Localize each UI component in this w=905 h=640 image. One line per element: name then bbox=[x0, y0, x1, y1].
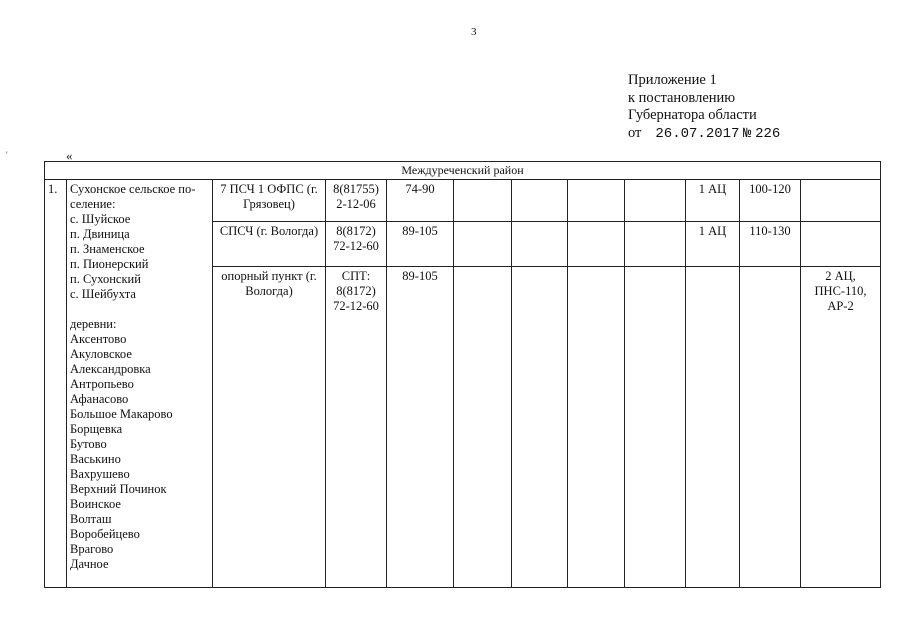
empty-cell bbox=[512, 267, 568, 588]
unit-ac-cell: 1 АЦ bbox=[686, 222, 740, 267]
unit-range-cell: 110-130 bbox=[740, 222, 801, 267]
settlement-cell bbox=[67, 180, 213, 588]
village-item: п. Пионерский bbox=[70, 257, 149, 271]
unit-name-cell: опорный пункт (г. Вологда) bbox=[213, 267, 326, 588]
approval-line-3: Губернатора области bbox=[628, 107, 757, 123]
approval-date-line bbox=[628, 125, 780, 144]
empty-cell bbox=[625, 180, 686, 222]
response-schedule-table bbox=[44, 161, 881, 588]
district-name: Междуреченский район bbox=[45, 162, 881, 180]
village-item: с. Шейбухта bbox=[70, 287, 136, 301]
unit-phone-cell: 8(81755) 2-12-06 bbox=[326, 180, 387, 222]
village-item: Акуловское bbox=[70, 347, 132, 361]
district-row bbox=[45, 162, 881, 180]
empty-cell bbox=[512, 180, 568, 222]
village-item: Большое Макарово bbox=[70, 407, 173, 421]
village-item: Воинское bbox=[70, 497, 121, 511]
unit-name-cell: 7 ПСЧ 1 ОФПС (г. Грязовец) bbox=[213, 180, 326, 222]
row-number: 1. bbox=[45, 180, 67, 588]
unit-extra-cell bbox=[801, 222, 881, 267]
unit-phone-cell: 8(8172) 72-12-60 bbox=[326, 222, 387, 267]
approval-number: 226 bbox=[755, 125, 781, 142]
village-item: Васькино bbox=[70, 452, 121, 466]
village-item: п. Двиница bbox=[70, 227, 130, 241]
village-item: с. Шуйское bbox=[70, 212, 131, 226]
village-item: Александровка bbox=[70, 362, 151, 376]
unit-range-cell bbox=[740, 267, 801, 588]
village-item: Борщевка bbox=[70, 422, 123, 436]
village-item: Верхний Починок bbox=[70, 482, 167, 496]
opening-quote: « bbox=[66, 148, 73, 163]
margin-mark: ' bbox=[6, 150, 8, 160]
unit-extra-cell: 2 АЦ, ПНС-110, АР-2 bbox=[801, 267, 881, 588]
approval-header bbox=[628, 72, 780, 143]
village-item: Врагово bbox=[70, 542, 114, 556]
unit-ac-cell: 1 АЦ bbox=[686, 180, 740, 222]
empty-cell bbox=[454, 267, 512, 588]
approval-line-1: Приложение 1 bbox=[628, 72, 717, 88]
empty-cell bbox=[568, 267, 625, 588]
unit-time-cell: 89-105 bbox=[387, 222, 454, 267]
unit-phone-cell: СПТ: 8(8172) 72-12-60 bbox=[326, 267, 387, 588]
page-number: 3 bbox=[471, 26, 477, 38]
empty-cell bbox=[625, 222, 686, 267]
village-item: Вахрушево bbox=[70, 467, 130, 481]
unit-name-cell: СПСЧ (г. Вологда) bbox=[213, 222, 326, 267]
empty-cell bbox=[454, 180, 512, 222]
approval-date: 26.07.2017 bbox=[655, 125, 740, 142]
empty-cell bbox=[512, 222, 568, 267]
empty-cell bbox=[568, 180, 625, 222]
empty-cell bbox=[454, 222, 512, 267]
village-item: Афанасово bbox=[70, 392, 129, 406]
approval-line-2: к постановлению bbox=[628, 89, 736, 106]
unit-ac-cell bbox=[686, 267, 740, 588]
village-item: Аксентово bbox=[70, 332, 127, 346]
village-item: Антропьево bbox=[70, 377, 134, 391]
table-row bbox=[45, 180, 881, 222]
unit-time-cell: 74-90 bbox=[387, 180, 454, 222]
village-item: Волташ bbox=[70, 512, 112, 526]
derevni-label: деревни: bbox=[70, 317, 117, 331]
village-item: п. Сухонский bbox=[70, 272, 141, 286]
village-item: п. Знаменское bbox=[70, 242, 145, 256]
empty-cell bbox=[625, 267, 686, 588]
unit-time-cell: 89-105 bbox=[387, 267, 454, 588]
from-label: от bbox=[628, 124, 642, 141]
empty-cell bbox=[568, 222, 625, 267]
settlement-name: Сухонское сельское по-селение: bbox=[70, 182, 196, 211]
village-item: Воробейцево bbox=[70, 527, 140, 541]
village-item: Бутово bbox=[70, 437, 107, 451]
village-item: Дачное bbox=[70, 557, 109, 571]
number-sign: № bbox=[743, 125, 752, 142]
unit-extra-cell bbox=[801, 180, 881, 222]
unit-range-cell: 100-120 bbox=[740, 180, 801, 222]
